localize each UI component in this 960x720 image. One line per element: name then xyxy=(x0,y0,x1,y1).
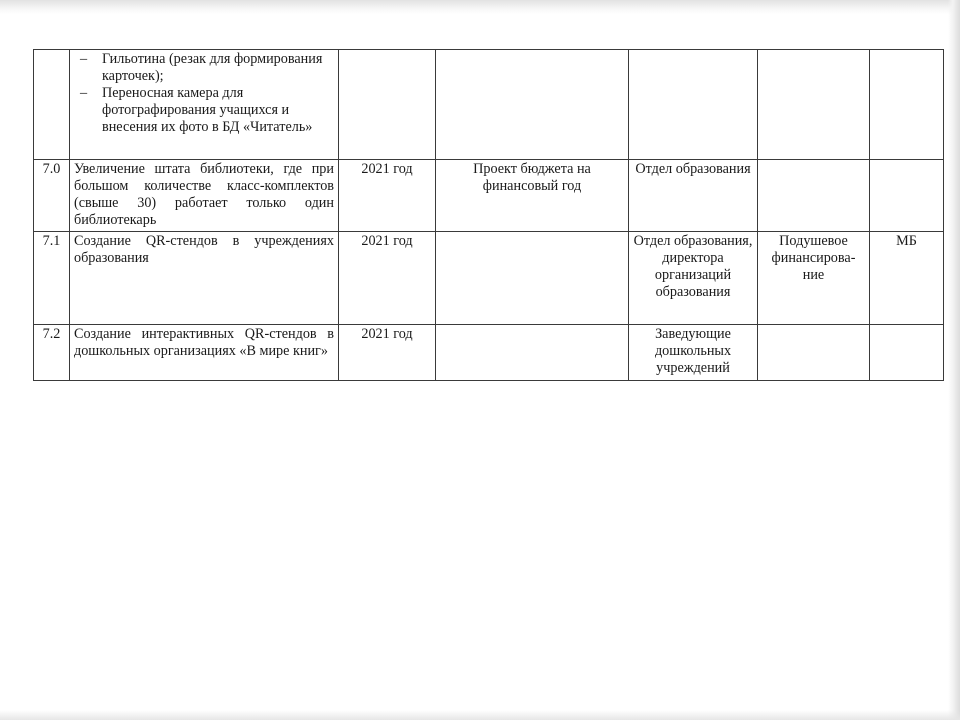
cell-responsible xyxy=(629,50,758,160)
cell-responsible: Заведующие дошкольных учреждений xyxy=(629,325,758,381)
equipment-list xyxy=(74,51,334,136)
action-plan-table xyxy=(33,49,944,381)
cell-financing xyxy=(758,325,870,381)
cell-financing: Подушевое финансирова-ние xyxy=(758,232,870,325)
cell-source xyxy=(870,50,944,160)
cell-num: 7.2 xyxy=(34,325,70,381)
cell-measure: Создание QR-стендов в учреждениях образования xyxy=(70,232,339,325)
cell-num: 7.0 xyxy=(34,160,70,232)
scan-edge-right xyxy=(948,0,960,720)
cell-mechanism xyxy=(436,325,629,381)
cell-term: 2021 год xyxy=(339,325,436,381)
cell-measure: Создание интерактивных QR-стендов в дошкольных организациях «В мире книг» xyxy=(70,325,339,381)
table-row xyxy=(34,232,944,325)
list-item: – Переносная камера для фотографирования учащихся и внесения их фото в БД «Читатель» xyxy=(80,85,334,136)
scan-edge-top xyxy=(0,0,960,14)
cell-num: 7.1 xyxy=(34,232,70,325)
cell-mechanism xyxy=(436,50,629,160)
cell-term xyxy=(339,50,436,160)
table-row xyxy=(34,160,944,232)
cell-measure: Увеличение штата библиотеки, где при большом количестве класс-комплектов (свыше 30) работает только один библиотекарь xyxy=(70,160,339,232)
cell-source xyxy=(870,160,944,232)
scan-edge-bottom xyxy=(0,710,960,720)
cell-source xyxy=(870,325,944,381)
cell-financing xyxy=(758,50,870,160)
cell-num xyxy=(34,50,70,160)
cell-responsible: Отдел образования xyxy=(629,160,758,232)
cell-mechanism xyxy=(436,232,629,325)
cell-term: 2021 год xyxy=(339,232,436,325)
cell-responsible: Отдел образования, директора организаций образования xyxy=(629,232,758,325)
list-item: – Гильотина (резак для формирования карточек); xyxy=(80,51,334,85)
table-row xyxy=(34,50,944,160)
cell-mechanism: Проект бюджета на финансовый год xyxy=(436,160,629,232)
cell-term: 2021 год xyxy=(339,160,436,232)
cell-financing xyxy=(758,160,870,232)
table-row xyxy=(34,325,944,381)
cell-measure xyxy=(70,50,339,160)
cell-source: МБ xyxy=(870,232,944,325)
